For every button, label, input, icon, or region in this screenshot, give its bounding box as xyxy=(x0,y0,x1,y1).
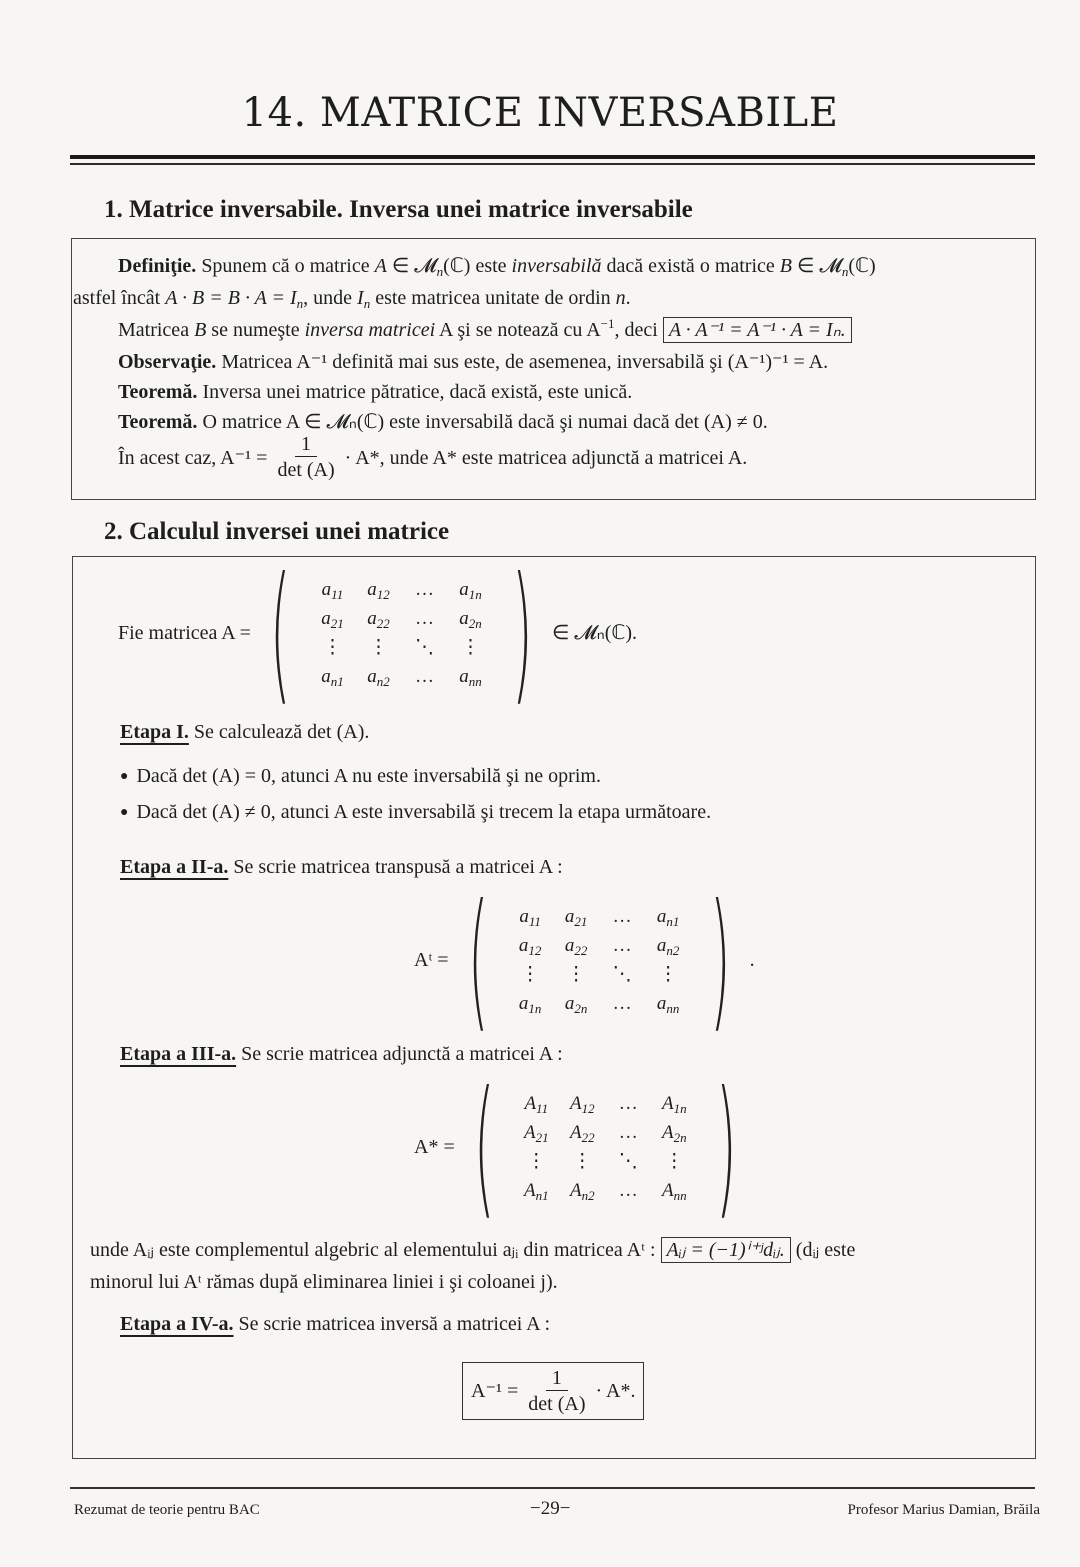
step-1-bullet-1: ● Dacă det (A) = 0, atunci A nu este inversabilă şi ne oprim. xyxy=(120,765,601,787)
boxed-inverse-formula: A⁻¹ = $\frac{1}{\det (A)}$ · A*. xyxy=(462,1362,644,1420)
matrix-cell: … xyxy=(618,1179,638,1201)
matrix-cell: $A_{11}$ xyxy=(524,1092,549,1116)
matrix-cell: $a_{1n}$ xyxy=(459,578,482,602)
section-2-heading: 2. Calculul inversei unei matrice xyxy=(104,518,450,545)
matrix-cell: $A_{22}$ xyxy=(569,1121,595,1145)
boxed-cofactor-formula: Aᵢⱼ = (−1)ⁱ⁺ʲdᵢⱼ. xyxy=(661,1237,791,1263)
left-paren: ( xyxy=(473,1060,495,1234)
definition-label: Definiţie. xyxy=(118,255,197,277)
matrix-cell: … xyxy=(414,578,434,600)
right-paren: ) xyxy=(716,1060,737,1234)
section-1-heading: 1. Matrice inversabile. Inversa unei matrice inversabile xyxy=(104,196,693,223)
matrix-cell: ⋱ xyxy=(612,963,632,985)
left-paren: ( xyxy=(467,873,489,1047)
matrix-cell: $A_{n2}$ xyxy=(569,1179,595,1203)
matrix-cell: $a_{22}$ xyxy=(564,934,588,958)
bullet-icon: ● xyxy=(120,805,129,820)
matrix-cell: $a_{n2}$ xyxy=(367,665,390,689)
boxed-inverse-identity: A · A⁻¹ = A⁻¹ · A = Iₙ. xyxy=(663,317,852,343)
matrix-cell: $a_{21}$ xyxy=(564,905,588,929)
footer-rule xyxy=(70,1487,1035,1489)
step-2-label: Etapa a II-a. xyxy=(120,856,229,878)
step-1-bullet-2: ● Dacă det (A) ≠ 0, atunci A este inversabilă şi trecem la etapa următoare. xyxy=(120,801,712,823)
matrix-cell: … xyxy=(612,905,632,927)
matrix-cell: ⋱ xyxy=(414,636,434,658)
matrix-cell: ⋮ xyxy=(526,1150,546,1172)
bullet-icon: ● xyxy=(120,769,129,784)
matrix-cell: $a_{1n}$ xyxy=(518,992,542,1016)
matrix-cell: $A_{21}$ xyxy=(523,1121,549,1145)
matrix-cell: … xyxy=(612,992,632,1014)
inverse-notation-line: Matricea B se numeşte inversa matricei A şi se notează cu $A^{-1}$, deci A · A⁻¹ = A⁻¹ · A = Iₙ. xyxy=(118,316,852,344)
term-inversabila: inversabilă xyxy=(511,255,602,277)
matrix-cell: … xyxy=(414,607,434,629)
right-paren: ) xyxy=(710,873,731,1047)
matrix-cell: ⋮ xyxy=(368,636,388,658)
matrix-cell: $a_{2n}$ xyxy=(459,607,482,631)
matrix-cell: $a_{22}$ xyxy=(367,607,390,631)
fraction: $\frac{1}{\det (A)}$ xyxy=(277,433,335,481)
observation-label: Observaţie. xyxy=(118,351,217,373)
theorem-1-label: Teoremă. xyxy=(118,381,198,403)
step-1-line: Etapa I. Se calculează det (A). xyxy=(120,721,370,743)
matrix-cell: ⋮ xyxy=(572,1150,592,1172)
matrix-cell: $a_{21}$ xyxy=(321,607,344,631)
matrix-cell: … xyxy=(612,934,632,956)
matrix-cell: $a_{12}$ xyxy=(367,578,390,602)
observation-line: Observaţie. Matricea A⁻¹ definită mai sus este, de asemenea, inversabilă şi (A⁻¹)⁻¹ = A. xyxy=(118,351,829,373)
matrix-cell: $a_{11}$ xyxy=(321,578,344,602)
right-paren: ) xyxy=(512,546,533,720)
term-inversa-matricei: inversa matricei xyxy=(304,319,436,341)
matrix-cell: ⋮ xyxy=(664,1150,684,1172)
step-3-label: Etapa a III-a. xyxy=(120,1043,237,1065)
step-4-line: Etapa a IV-a. Se scrie matricea inversă a matricei A : xyxy=(120,1313,551,1335)
matrix-cell: ⋮ xyxy=(322,636,342,658)
matrix-a-cells xyxy=(309,576,493,691)
footer-left: Rezumat de teorie pentru BAC xyxy=(74,1502,260,1518)
footer-right: Profesor Marius Damian, Brăila xyxy=(847,1502,1040,1518)
theorem-2-line: Teoremă. O matrice A ∈ 𝓜ₙ(ℂ) este inversabilă dacă şi numai dacă det (A) ≠ 0. xyxy=(118,411,768,433)
step-3-line: Etapa a III-a. Se scrie matricea adjunctă a matricei A : xyxy=(120,1043,563,1065)
matrix-a-definition: Fie matricea A = ( $a_{11}$ $a_{12}$ … $a_{1n}$ $a_{21}$ $a_{22}$ … $a_{2n}$ ⋮ ⋮ ⋱ ⋮ $a_{n1}$ $a_{n2}$ … $a_{nn}$ ) ∈ 𝓜ₙ(ℂ). xyxy=(118,546,638,720)
page-number: −29− xyxy=(530,1498,571,1519)
title-rule-thin xyxy=(70,163,1035,165)
matrix-cell: $A_{n1}$ xyxy=(523,1179,549,1203)
matrix-cell: $a_{12}$ xyxy=(518,934,542,958)
inverse-formula-line: În acest caz, A⁻¹ = $\frac{1}{\det (A)}$ · A*, unde A* este matricea adjunctă a matricei A. xyxy=(118,433,748,481)
matrix-cell: ⋮ xyxy=(566,963,586,985)
matrix-cell: … xyxy=(414,665,434,687)
matrix-cell: ⋮ xyxy=(460,636,480,658)
transpose-matrix: Aᵗ = ( $a_{11}$ $a_{21}$ … $a_{n1}$ $a_{12}$ $a_{22}$ … $a_{n2}$ ⋮ ⋮ ⋱ ⋮ $a_{1n}$ $a_{2n}$ … $a_{nn}$ ) . xyxy=(414,873,755,1047)
matrix-cell: ⋮ xyxy=(658,963,678,985)
left-paren: ( xyxy=(269,546,291,720)
matrix-cell: $A_{nn}$ xyxy=(661,1179,687,1203)
matrix-cell: $A_{12}$ xyxy=(569,1092,595,1116)
matrix-cell: $A_{1n}$ xyxy=(661,1092,687,1116)
matrix-cell: $a_{nn}$ xyxy=(459,665,482,689)
theorem-2-label: Teoremă. xyxy=(118,411,198,433)
adjugate-matrix-cells xyxy=(513,1090,697,1205)
transpose-matrix-cells xyxy=(507,903,691,1018)
adjugate-matrix: A* = ( $A_{11}$ $A_{12}$ … $A_{1n}$ $A_{21}$ $A_{22}$ … $A_{2n}$ ⋮ ⋮ ⋱ ⋮ $A_{n1}$ $A_{n2}$ … $A_{nn}$ ) xyxy=(414,1060,737,1234)
definition-line-1: Definiţie. Spunem că o matrice A ∈ 𝓜$_n$(ℂ) este inversabilă dacă există o matrice B ∈ 𝓜$_n$(ℂ) xyxy=(118,255,876,279)
matrix-cell: $a_{n2}$ xyxy=(656,934,680,958)
step-1-label: Etapa I. xyxy=(120,721,189,743)
matrix-cell: $a_{nn}$ xyxy=(656,992,680,1016)
matrix-cell: … xyxy=(618,1092,638,1114)
matrix-cell: $a_{n1}$ xyxy=(321,665,344,689)
matrix-cell: … xyxy=(618,1121,638,1143)
step-4-label: Etapa a IV-a. xyxy=(120,1313,234,1335)
title-rule-thick xyxy=(70,155,1035,159)
definition-line-2: astfel încât $A \cdot B = B \cdot A = I_n$, unde $I_n$ este matricea unitate de ordin n. xyxy=(73,287,631,311)
matrix-cell: $A_{2n}$ xyxy=(661,1121,687,1145)
step-2-line: Etapa a II-a. Se scrie matricea transpusă a matricei A : xyxy=(120,856,563,878)
cofactor-explanation-line-2: minorul lui Aᵗ rămas după eliminarea liniei i şi coloanei j). xyxy=(90,1271,558,1293)
cofactor-explanation-line-1: unde Aᵢⱼ este complementul algebric al elementului aⱼᵢ din matricea Aᵗ : Aᵢⱼ = (−1)ⁱ⁺ʲdᵢⱼ. (dᵢⱼ este xyxy=(90,1239,856,1261)
matrix-cell: $a_{n1}$ xyxy=(656,905,680,929)
page-title: 14. MATRICE INVERSABILE xyxy=(241,90,839,136)
matrix-cell: ⋱ xyxy=(618,1150,638,1172)
theorem-1-line: Teoremă. Inversa unei matrice pătratice, dacă există, este unică. xyxy=(118,381,633,403)
matrix-cell: $a_{11}$ xyxy=(519,905,541,929)
matrix-cell: $a_{2n}$ xyxy=(564,992,588,1016)
matrix-cell: ⋮ xyxy=(520,963,540,985)
